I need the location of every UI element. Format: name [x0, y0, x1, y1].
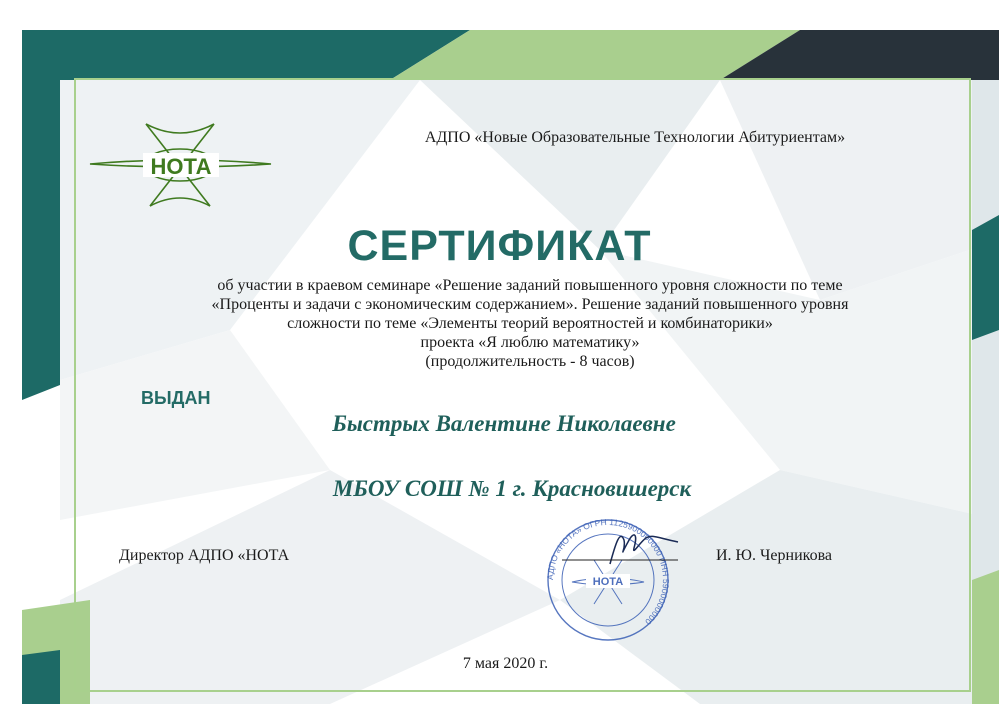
- organization-name: АДПО «Новые Образовательные Технологии Абитуриентам»: [424, 129, 846, 146]
- signer-name: И. Ю. Черникова: [716, 547, 833, 564]
- recipient-name: Быстрых Валентине Николаевне: [332, 411, 676, 436]
- logo-text: НОТА: [150, 154, 212, 179]
- nota-logo: [88, 120, 273, 212]
- description-line: об участии в краевом семинаре «Решение заданий повышенного уровня сложности по теме: [217, 277, 843, 294]
- director-label: Директор АДПО «НОТА: [119, 547, 290, 564]
- description-line: (продолжительность - 8 часов): [425, 353, 635, 370]
- description-line: сложности по теме «Элементы теорий вероятностей и комбинаторики»: [287, 315, 773, 332]
- issue-date: 7 мая 2020 г.: [462, 655, 549, 672]
- issued-label: ВЫДАН: [141, 388, 211, 408]
- stamp-center-text: НОТА: [592, 576, 624, 588]
- seminar-description: [150, 276, 910, 371]
- certificate-title: СЕРТИФИКАТ: [347, 222, 652, 270]
- description-line: «Проценты и задачи с экономическим содержанием». Решение заданий повышенного уровня: [211, 296, 849, 313]
- stamp-ring-text: АДПО «НОТА» ОГРН 1125900000000 ИНН 5900000000: [544, 516, 672, 627]
- official-stamp: [528, 512, 698, 642]
- school-name: МБОУ СОШ № 1 г. Красновишерск: [332, 476, 692, 501]
- svg-text:АДПО «НОТА» ОГРН 1125900000000: [545, 517, 671, 627]
- description-line: проекта «Я люблю математику»: [420, 334, 640, 351]
